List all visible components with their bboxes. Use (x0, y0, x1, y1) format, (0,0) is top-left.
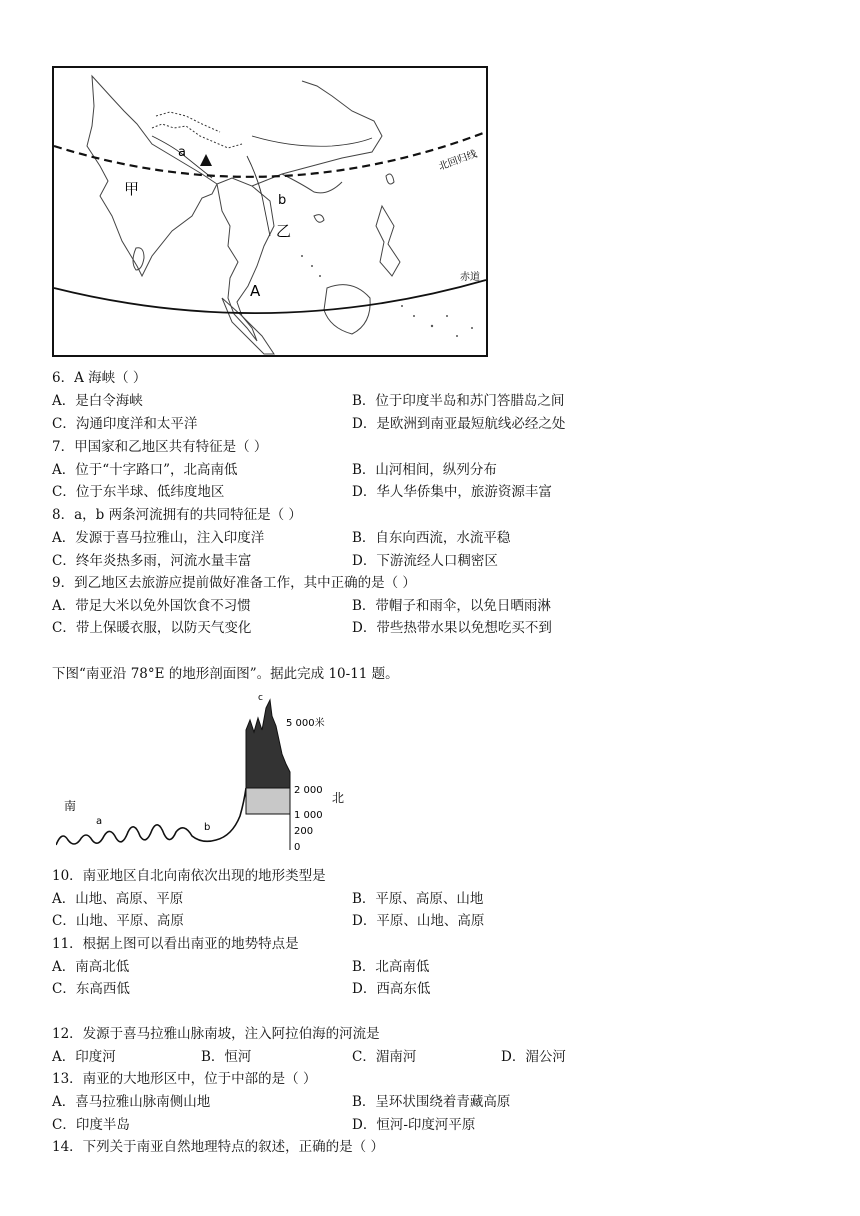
q8-option-a: A．发源于喜马拉雅山，注入印度洋 (52, 530, 265, 546)
q12-option-a: A．印度河 (52, 1049, 116, 1065)
terrain-profile (56, 690, 356, 855)
q6-option-b: B．位于印度半岛和苏门答腊岛之间 (352, 393, 565, 409)
q10-option-a: A．山地、高原、平原 (52, 891, 184, 907)
q7-stem: 7．甲国家和乙地区共有特征是（ ） (52, 439, 268, 455)
q8-option-b: B．自东向西流，水流平稳 (352, 530, 511, 546)
profile-label-south: 南 (64, 799, 77, 813)
q8-stem: 8．a，b 两条河流拥有的共同特征是（ ） (52, 507, 302, 523)
q10-option-c: C．山地、平原、高原 (52, 913, 184, 929)
q11-option-c: C．东高西低 (52, 981, 130, 997)
q8-option-d: D．下游流经人口稠密区 (352, 553, 498, 569)
q13-option-d: D．恒河-印度河平原 (352, 1117, 476, 1133)
q11-option-b: B．北高南低 (352, 959, 430, 975)
profile-label-b: b (204, 822, 211, 833)
q10-option-d: D．平原、山地、高原 (352, 913, 485, 929)
q12-option-b: B．恒河 (201, 1049, 252, 1065)
equator-label: 赤道 (460, 272, 480, 283)
q7-option-d: D．华人华侨集中，旅游资源丰富 (352, 484, 552, 500)
q11-option-a: A．南高北低 (52, 959, 130, 975)
q7-option-c: C．位于东半球、低纬度地区 (52, 484, 225, 500)
q6-option-d: D．是欧洲到南亚最短航线必经之处 (352, 416, 566, 432)
q12-stem: 12．发源于喜马拉雅山脉南坡，注入阿拉伯海的河流是 (52, 1026, 380, 1042)
profile-intro: 下图“南亚沿 78°E 的地形剖面图”。据此完成 10-11 题。 (52, 666, 399, 682)
q9-stem: 9．到乙地区去旅游应提前做好准备工作，其中正确的是（ ） (52, 575, 416, 591)
profile-elev-5000: 5 000米 (286, 718, 325, 729)
q10-stem: 10．南亚地区自北向南依次出现的地形类型是 (52, 868, 326, 884)
q9-option-c: C．带上保暖衣服，以防天气变化 (52, 620, 252, 636)
map-label-a: a (178, 145, 186, 160)
profile-elev-2000: 2 000 (294, 785, 323, 796)
map-label-strait-a: A (250, 282, 261, 300)
q13-option-a: A．喜马拉雅山脉南侧山地 (52, 1094, 211, 1110)
q13-option-c: C．印度半岛 (52, 1117, 130, 1133)
q9-option-d: D．带些热带水果以免想吃买不到 (352, 620, 552, 636)
south-asia-map (52, 66, 488, 357)
q11-option-d: D．西高东低 (352, 981, 431, 997)
q7-option-a: A．位于“十字路口”，北高南低 (52, 462, 238, 478)
q12-option-d: D．湄公河 (501, 1049, 566, 1065)
tropic-label: 北回归线 (437, 148, 479, 173)
profile-elev-0: 0 (294, 842, 301, 853)
profile-elev-200: 200 (294, 826, 314, 837)
profile-ground (56, 788, 246, 845)
q6-stem: 6．A 海峡（ ） (52, 370, 147, 386)
q8-option-c: C．终年炎热多雨，河流水量丰富 (52, 553, 252, 569)
q10-option-b: B．平原、高原、山地 (352, 891, 484, 907)
profile-band-1000 (246, 788, 290, 814)
profile-elev-1000: 1 000 (294, 810, 323, 821)
q6-option-c: C．沟通印度洋和太平洋 (52, 416, 198, 432)
profile-label-a: a (96, 816, 103, 827)
profile-label-c: c (258, 693, 263, 703)
q13-option-b: B．呈环状围绕着青藏高原 (352, 1094, 511, 1110)
q11-stem: 11．根据上图可以看出南亚的地势特点是 (52, 936, 299, 952)
q14-stem: 14．下列关于南亚自然地理特点的叙述，正确的是（ ） (52, 1139, 384, 1155)
map-label-yi: 乙 (276, 222, 292, 240)
q12-option-c: C．湄南河 (352, 1049, 417, 1065)
q6-option-a: A．是白令海峡 (52, 393, 143, 409)
q7-option-b: B．山河相间，纵列分布 (352, 462, 497, 478)
q13-stem: 13．南亚的大地形区中，位于中部的是（ ） (52, 1071, 317, 1087)
q9-option-b: B．带帽子和雨伞，以免日晒雨淋 (352, 598, 551, 614)
map-label-b: b (278, 193, 287, 208)
q9-option-a: A．带足大米以免外国饮食不习惯 (52, 598, 251, 614)
profile-mountain (246, 700, 290, 788)
profile-label-north: 北 (332, 791, 345, 805)
map-label-jia: 甲 (124, 180, 140, 198)
